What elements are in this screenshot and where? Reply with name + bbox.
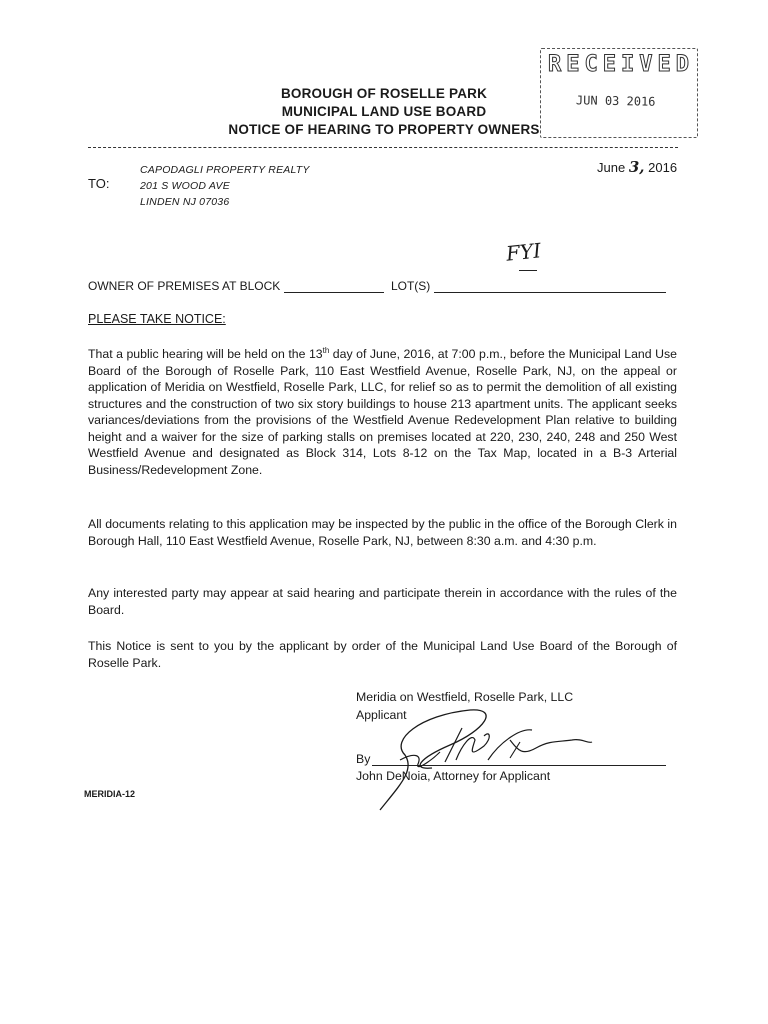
received-stamp-date: JUN 03 2016 (575, 93, 656, 109)
block-label: OWNER OF PREMISES AT BLOCK (88, 279, 281, 293)
by-label: By (356, 752, 371, 766)
header-divider (88, 147, 678, 148)
lots-label: LOT(S) (390, 279, 431, 293)
handwritten-fyi-underline (519, 270, 537, 271)
notice-date (597, 158, 677, 176)
notice-date-month: June (597, 160, 626, 175)
block-blank (284, 280, 384, 293)
applicant-role: Applicant (356, 708, 407, 722)
header-borough: BOROUGH OF ROSELLE PARK (280, 86, 488, 101)
handwritten-signature (360, 700, 600, 810)
recipient-street: 201 S WOOD AVE (140, 180, 230, 192)
document-code: MERIDIA-12 (84, 789, 136, 799)
handwritten-fyi-note: FYI (504, 238, 543, 266)
recipient-name: CAPODAGLI PROPERTY REALTY (140, 164, 310, 176)
owner-premises-line (88, 279, 666, 293)
hearing-paragraph-rest: day of June, 2016, at 7:00 p.m., before the Municipal Land Use Board of the Borough of Roselle Park, 110 East Westfield Avenue, Roselle Park, NJ, on the appeal or application of Meridia on Westfield, Roselle Park, LLC, for relief so as to permit the demolition of all existing structures and the construction of two six story buildings to house 213 apartment units. The applicant seeks variances/deviations from the provisions of the Westfield Avenue Redevelopment Plan relative to building height and a waiver for the size of parking stalls on premises located at 220, 230, 240, 248 and 250 West Westfield Avenue and designated as Block 314, Lots 8-12 on the Tax Map, located in a B-3 Arterial Business/Redevelopment Zone. (88, 347, 677, 477)
participation-paragraph: Any interested party may appear at said hearing and participate therein in accordance with the rules of the Board. (88, 586, 677, 617)
please-take-notice-heading: PLEASE TAKE NOTICE: (88, 312, 226, 326)
ordinal-suffix: th (322, 346, 330, 355)
to-label: TO: (88, 176, 110, 191)
header-board: MUNICIPAL LAND USE BOARD (281, 104, 487, 119)
recipient-city: LINDEN NJ 07036 (140, 196, 230, 208)
inspection-paragraph: All documents relating to this application may be inspected by the public in the office of the Borough Clerk in Borough Hall, 110 East Westfield Avenue, Roselle Park, NJ, between 8:30 a.m. and 4:30 p.m. (88, 517, 677, 548)
sent-by-paragraph: This Notice is sent to you by the applicant by order of the Municipal Land Use Board of the Borough of Roselle Park. (88, 639, 677, 670)
notice-date-year: 2016 (648, 160, 678, 175)
notice-date-day: 3, (628, 158, 645, 176)
hearing-paragraph-lead: That a public hearing will be held on the 13 (88, 347, 323, 362)
header-notice-title: NOTICE OF HEARING TO PROPERTY OWNERS (228, 122, 540, 137)
hearing-paragraph (88, 343, 677, 478)
applicant-name: Meridia on Westfield, Roselle Park, LLC (356, 690, 574, 704)
received-stamp-word: RECEIVED (548, 52, 694, 77)
signer-name: John DeNoia, Attorney for Applicant (356, 769, 551, 783)
lots-blank (434, 280, 666, 293)
